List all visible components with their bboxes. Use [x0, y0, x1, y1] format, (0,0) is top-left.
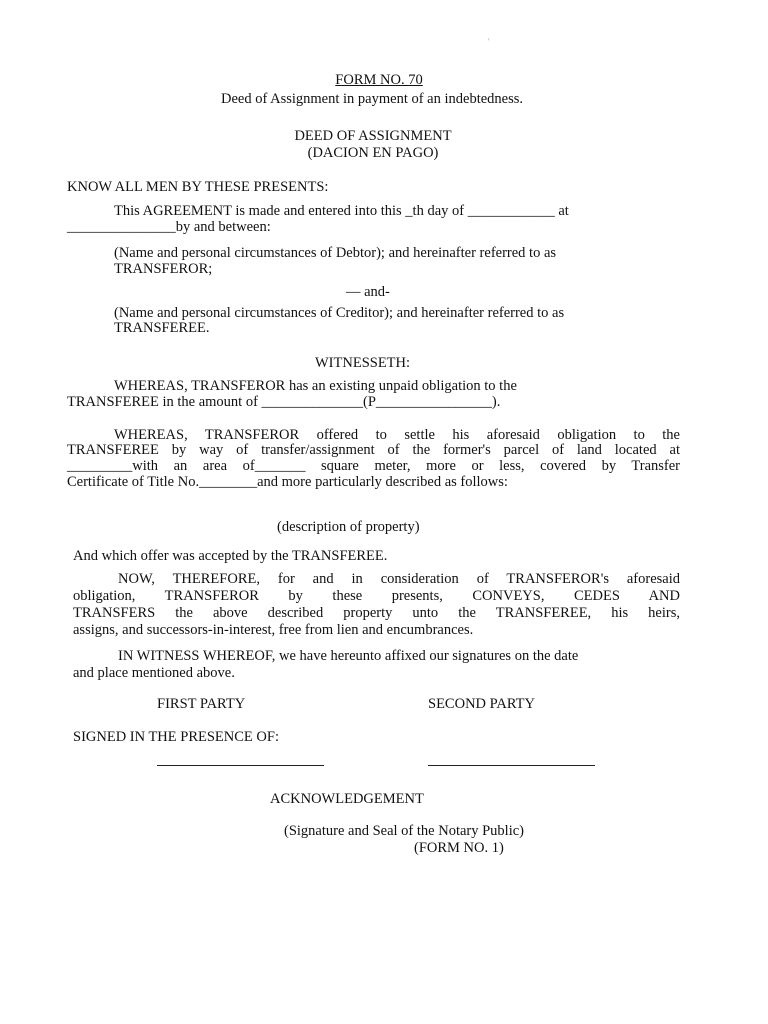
stray-mark: ' — [488, 37, 490, 46]
whereas1-line-2: TRANSFEREE in the amount of ______________(P________________). — [67, 394, 501, 410]
intro-heading: KNOW ALL MEN BY THESE PRESENTS: — [67, 179, 329, 195]
document-title-sub: (DACION EN PAGO) — [307, 145, 439, 161]
whereas2-line-1: WHEREAS, TRANSFEROR offered to settle his aforesaid obligation to the — [114, 427, 680, 443]
now-therefore-line-3: TRANSFERS the above described property unto the TRANSFEREE, his heirs, — [73, 605, 680, 621]
witness-signature-line-2 — [428, 765, 595, 766]
property-description: (description of property) — [277, 519, 420, 535]
form-reference: (FORM NO. 1) — [414, 840, 504, 856]
agreement-line-2: _______________by and between: — [67, 219, 271, 235]
document-subtitle: Deed of Assignment in payment of an indebtedness. — [220, 91, 524, 107]
agreement-line-1: This AGREEMENT is made and entered into this _th day of ____________ at — [114, 203, 569, 219]
creditor-line-1: (Name and personal circumstances of Creditor); and hereinafter referred to as — [114, 305, 565, 321]
whereas2-line-3: _________with an area of_______ square meter, more or less, covered by Transfer — [67, 458, 680, 474]
witnesseth-heading: WITNESSETH: — [315, 355, 411, 371]
creditor-line-2: TRANSFEREE. — [114, 320, 210, 336]
whereas1-line-1: WHEREAS, TRANSFEROR has an existing unpaid obligation to the — [114, 378, 517, 394]
first-party-label: FIRST PARTY — [157, 696, 246, 712]
whereas2-line-4: Certificate of Title No.________and more particularly described as follows: — [67, 474, 508, 490]
whereas2-line-2: TRANSFEREE by way of transfer/assignment of the former's parcel of land located at — [67, 442, 680, 458]
now-therefore-line-4: assigns, and successors-in-interest, free from lien and encumbrances. — [73, 622, 474, 638]
now-therefore-line-2: obligation, TRANSFEROR by these presents, CONVEYS, CEDES AND — [73, 588, 680, 604]
witness-signature-line-1 — [157, 765, 324, 766]
document-title: DEED OF ASSIGNMENT — [294, 128, 452, 144]
and-separator: — and- — [346, 284, 390, 300]
signed-presence-label: SIGNED IN THE PRESENCE OF: — [73, 729, 279, 745]
in-witness-line-2: and place mentioned above. — [73, 665, 235, 681]
now-therefore-line-1: NOW, THEREFORE, for and in consideration of TRANSFEROR's aforesaid — [118, 571, 680, 587]
debtor-line-2: TRANSFEROR; — [114, 261, 213, 277]
form-number: FORM NO. 70 — [335, 72, 423, 88]
notary-signature-note: (Signature and Seal of the Notary Public) — [284, 823, 524, 839]
acknowledgement-heading: ACKNOWLEDGEMENT — [270, 791, 424, 807]
offer-accepted: And which offer was accepted by the TRANSFEREE. — [73, 548, 388, 564]
second-party-label: SECOND PARTY — [428, 696, 535, 712]
debtor-line-1: (Name and personal circumstances of Debtor); and hereinafter referred to as — [114, 245, 557, 261]
in-witness-line-1: IN WITNESS WHEREOF, we have hereunto affixed our signatures on the date — [118, 648, 579, 664]
